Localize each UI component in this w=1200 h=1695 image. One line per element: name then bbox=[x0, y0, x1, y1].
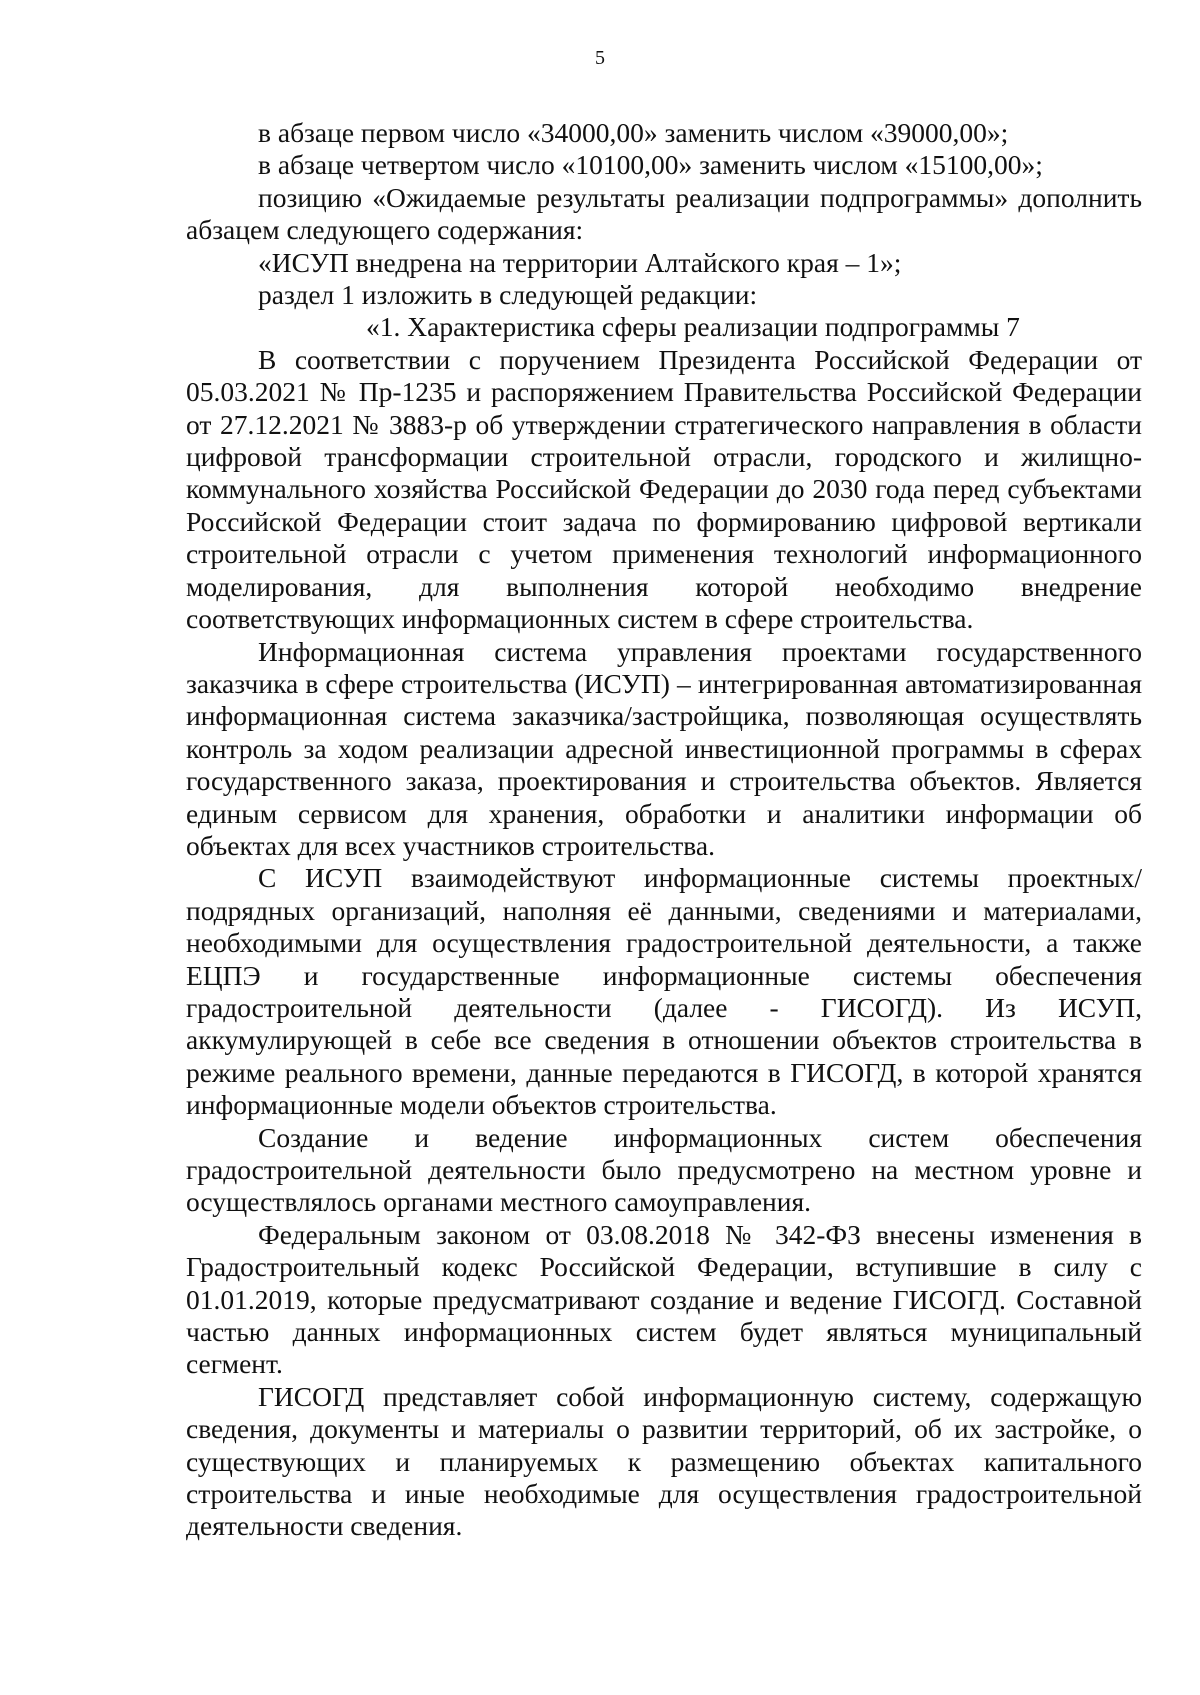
paragraph-amend-first: в абзаце первом число «34000,00» заменить числом «39000,00»; bbox=[258, 117, 1009, 148]
page-number: 5 bbox=[595, 47, 605, 69]
paragraph-isup-definition: Информационная система управления проектами государственного заказчика в сфере строительства (ИСУП) – интегрированная автоматизированная информационная система заказчика/застройщика, позволяющая осуществлять контроль за ходом реализации адресной инвестиционной программы в сферах государственного заказа, проектирования и строительства объектов. Является единым сервисом для хранения, обработки и аналитики информации об объектах для всех участников строительства. bbox=[186, 635, 1142, 861]
paragraph-isup-quote: «ИСУП внедрена на территории Алтайского края – 1»; bbox=[258, 246, 902, 278]
section-heading: «1. Характеристика сферы реализации подпрограммы 7 bbox=[366, 311, 1020, 343]
paragraph-position-add: позицию «Ожидаемые результаты реализации подпрограммы» дополнить абзацем следующего содержания: bbox=[186, 181, 1142, 246]
paragraph-federal-law: Федеральным законом от 03.08.2018 № 342-ФЗ внесены изменения в Градостроительный кодекс Российской Федерации, вступившие в силу с 01.01.2019, которые предусматривают создание и ведение ГИСОГД. Составной частью данных информационных систем будет являться муниципальный сегмент. bbox=[186, 1218, 1142, 1380]
paragraph-creation: Создание и ведение информационных систем обеспечения градостроительной деятельности было предусмотрено на местном уровне и осуществлялось органами местного самоуправления. bbox=[186, 1121, 1142, 1218]
paragraph-gisogd: ГИСОГД представляет собой информационную систему, содержащую сведения, документы и материалы о развитии территорий, об их застройке, о существующих и планируемых к размещению объектах капитального строительства и иные необходимые для осуществления градостроительной деятельности сведения. bbox=[186, 1380, 1142, 1542]
paragraph-amend-fourth: в абзаце четвертом число «10100,00» заменить числом «15100,00»; bbox=[258, 149, 1043, 181]
paragraph-isup-interaction: С ИСУП взаимодействуют информационные системы проектных/подрядных организаций, наполняя её данными, сведениями и материалами, необходимыми для осуществления градостроительной деятельности, а также ЕЦПЭ и государственные информационные системы обеспечения градостроительной деятельности (далее - ГИСОГД). Из ИСУП, аккумулирующей в себе все сведения в отношении объектов строительства в режиме реального времени, данные передаются в ГИСОГД, в которой хранятся информационные модели объектов строительства. bbox=[186, 862, 1142, 1121]
paragraph-president-order: В соответствии с поручением Президента Российской Федерации от 05.03.2021 № Пр-1235 и распоряжением Правительства Российской Федерации от 27.12.2021 № 3883-р об утверждении стратегического направления в области цифровой трансформации строительной отрасли, городского и жилищно-коммунального хозяйства Российской Федерации до 2030 года перед субъектами Российской Федерации стоит задача по формированию цифровой вертикали строительной отрасли с учетом применения технологий информационного моделирования, для выполнения которой необходимо внедрение соответствующих информационных систем в сфере строительства. bbox=[186, 343, 1142, 635]
paragraph-section-1: раздел 1 изложить в следующей редакции: bbox=[258, 279, 758, 311]
document-body bbox=[186, 117, 1142, 1543]
